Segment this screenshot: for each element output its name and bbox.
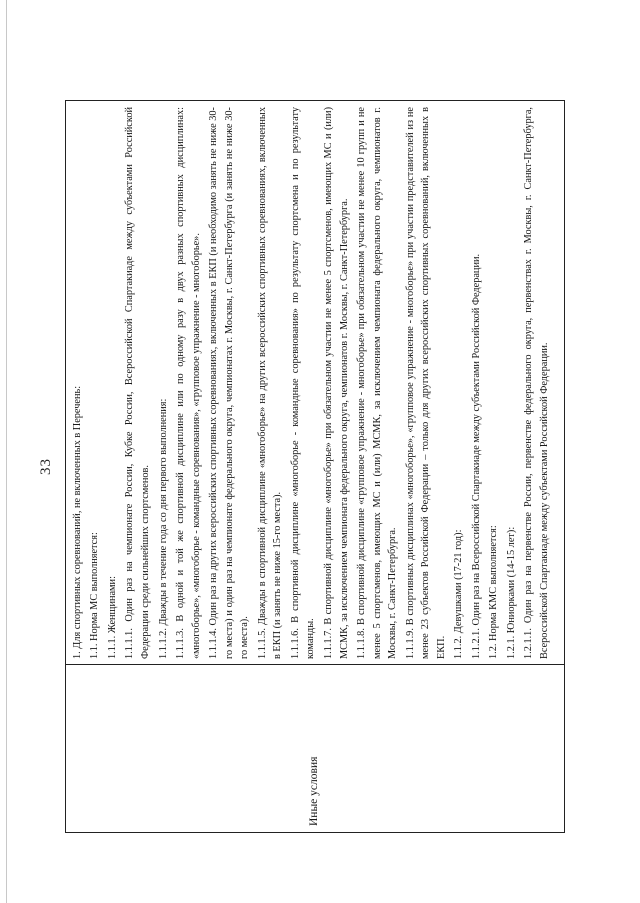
conditions-content	[66, 101, 564, 664]
condition-item: 1.1.1.6. В спортивной дисциплине «многоборье - командные соревнования» по результату спортсмена и по результату команды.	[289, 107, 317, 659]
left-column	[66, 664, 564, 832]
condition-item: 1.1.1.9. В спортивных дисциплинах «многоборье», «групповое упражнение - многоборье» при участии представителей из не менее 23 субъектов Российской Федерации – только для других всероссийских спортивных соревнований, включенных в ЕКП.	[404, 107, 447, 659]
condition-item: 1.1.2.1. Один раз на Всероссийской Спартакиаде между субъектами Российской Федерации.	[470, 253, 482, 659]
condition-item: 1.2.1. Юниорками (14-15 лет):	[505, 526, 517, 659]
condition-item: 1. Для спортивных соревнований, не включенных в Перечень:	[72, 385, 83, 659]
condition-item: 1.1.2. Девушками (17-21 год):	[453, 529, 465, 659]
condition-item: 1.1.1.5. Дважды в спортивной дисциплине «многоборье» на других всероссийских спортивных соревнованиях, включенных в ЕКП (и занять не ниже 15-го места).	[256, 107, 284, 659]
condition-item: 1.1.1.4. Один раз на других всероссийских спортивных соревнованиях, включенных в ЕКП (и необходимо занять не ниже 30-го места) и один раз на чемпионате федерального округа, чемпионатах г. Москвы, г. Санкт-Петербурга (и занять не ниже 30-го места).	[208, 107, 251, 659]
condition-item: 1.1.1.1. Один раз на чемпионате России, Кубке России, Всероссийской Спартакиаде между субъектами Российской Федерации среди сильнейших спортсменов.	[124, 107, 152, 659]
condition-item: 1.1.1.8. В спортивной дисциплине «групповое упражнение - многоборье» при обязательном участии не менее 10 групп и не менее 5 спортсменов, имеющих МС и (или) МСМК, за исключением чемпионата федерального округа, чемпионатов г. Москвы, г. Санкт-Петербурга.	[356, 107, 399, 659]
condition-item: 1.2.1.1. Один раз на первенстве России, первенстве федерального округа, первенствах г. Москвы, г. Санкт-Петербурга, Всероссийской Спартакиаде между субъектами Российской Федерации.	[523, 107, 550, 659]
condition-item: 1.1.1. Женщинами:	[106, 576, 118, 659]
condition-item: 1.1.1.7. В спортивной дисциплине «многоборье» при обязательном участии не менее 5 спортсменов, имеющих МС и (или) МСМК, за исключением чемпионата федерального округа, чемпионатов г. Москвы, г. Санкт-Петербурга.	[322, 107, 350, 659]
condition-item: 1.1. Норма МС выполняется:	[89, 532, 101, 659]
page-number: 33	[38, 458, 54, 475]
condition-item: 1.1.1.2. Дважды в течение года со дня первого выполнения:	[157, 398, 169, 659]
conditions-table	[65, 100, 565, 833]
condition-item: 1.1.1.3. В одной и той же спортивной дисциплине или по одному разу в двух разных спортивных дисциплинах: «многоборье», «многоборье - командные соревнования», «групповое упражнение - многоборье».	[175, 107, 202, 659]
condition-item: 1.2. Норма КМС выполняется:	[488, 525, 500, 659]
left-column-label: Иные условия	[308, 756, 320, 826]
